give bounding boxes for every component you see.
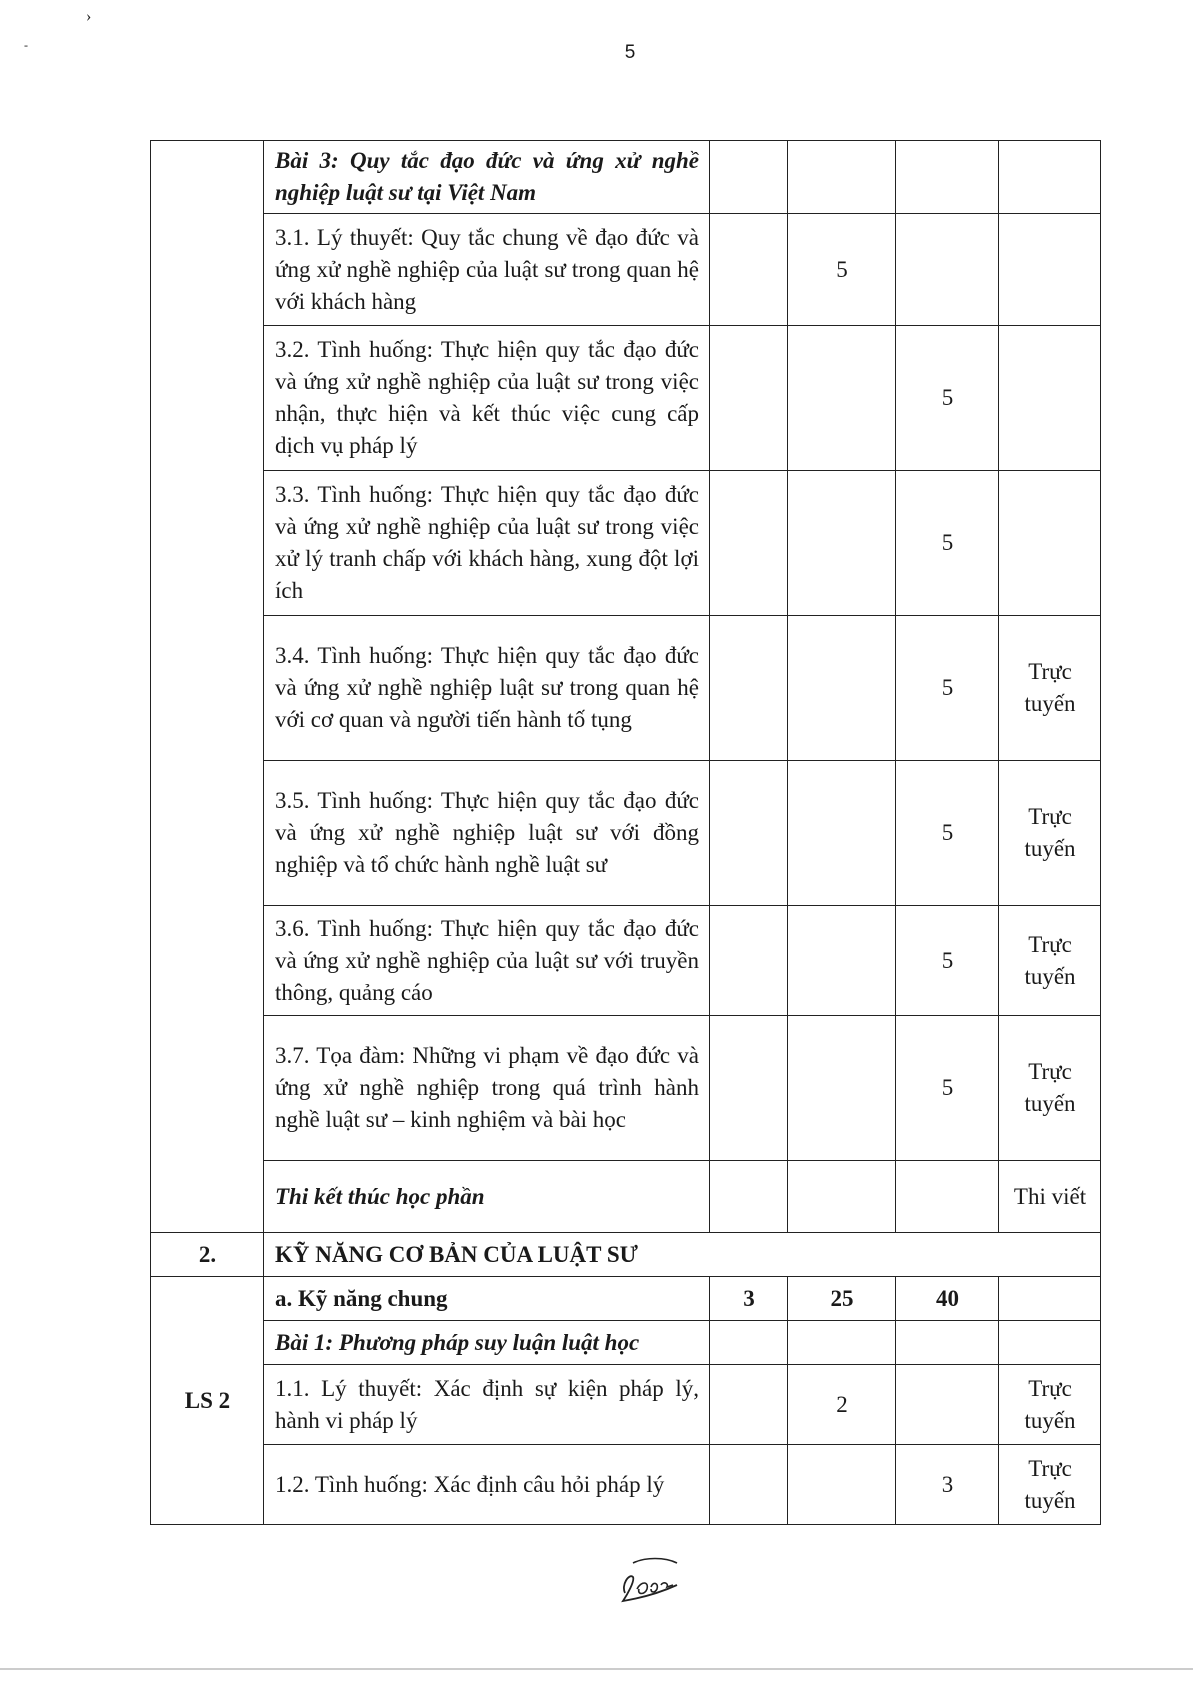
note-cell: Trực tuyến (999, 616, 1101, 761)
section-index: 2. (151, 1233, 264, 1277)
group-title: a. Kỹ năng chung (264, 1277, 710, 1321)
col-1-value (710, 214, 788, 326)
col-3-value (896, 214, 999, 326)
table-row (151, 214, 1101, 326)
topic-text: 3.3. Tình huống: Thực hiện quy tắc đạo đức và ứng xử nghề nghiệp của luật sư trong việc xử lý tranh chấp với khách hàng, xung đột lợi ích (264, 471, 710, 616)
col-1-value (710, 1321, 788, 1365)
col-2-value (788, 141, 896, 214)
topic-text: 3.1. Lý thuyết: Quy tắc chung về đạo đức và ứng xử nghề nghiệp của luật sư trong quan hệ với khách hàng (264, 214, 710, 326)
col-3-value (896, 141, 999, 214)
col-1-value (710, 471, 788, 616)
exam-row-label: Thi kết thúc học phần (264, 1161, 710, 1233)
note-cell: Trực tuyến (999, 1365, 1101, 1445)
col-3-value: 5 (896, 471, 999, 616)
table-row (151, 141, 1101, 214)
col-2-value: 5 (788, 214, 896, 326)
section-row (151, 1233, 1101, 1277)
note-cell (999, 471, 1101, 616)
col-2-value (788, 1161, 896, 1233)
col-2-value: 2 (788, 1365, 896, 1445)
col-1-value: 3 (710, 1277, 788, 1321)
note-cell: Trực tuyến (999, 761, 1101, 906)
col-1-value (710, 1365, 788, 1445)
col-3-value (896, 1321, 999, 1365)
col-3-value: 5 (896, 326, 999, 471)
code-cell-blank (151, 141, 264, 1233)
table-row (151, 1365, 1101, 1445)
col-3-value: 5 (896, 616, 999, 761)
signature (615, 1555, 685, 1610)
col-2-value (788, 906, 896, 1016)
table-row (151, 761, 1101, 906)
col-1-value (710, 616, 788, 761)
page-number: 5 (624, 42, 636, 63)
course-code: LS 2 (151, 1277, 264, 1525)
table-row (151, 1161, 1101, 1233)
col-2-value: 25 (788, 1277, 896, 1321)
col-1-value (710, 1445, 788, 1525)
topic-text: 1.1. Lý thuyết: Xác định sự kiện pháp lý, hành vi pháp lý (264, 1365, 710, 1445)
col-3-value: 40 (896, 1277, 999, 1321)
col-3-value: 5 (896, 906, 999, 1016)
table-row (151, 1016, 1101, 1161)
col-3-value (896, 1365, 999, 1445)
topic-text: 3.4. Tình huống: Thực hiện quy tắc đạo đức và ứng xử nghề nghiệp luật sư trong quan hệ với cơ quan và người tiến hành tố tụng (264, 616, 710, 761)
note-cell (999, 214, 1101, 326)
col-3-value: 3 (896, 1445, 999, 1525)
topic-text: 3.2. Tình huống: Thực hiện quy tắc đạo đức và ứng xử nghề nghiệp của luật sư trong việc nhận, thực hiện và kết thúc việc cung cấp dịch vụ pháp lý (264, 326, 710, 471)
section-title: KỸ NĂNG CƠ BẢN CỦA LUẬT SƯ (264, 1233, 1101, 1277)
lesson-title: Bài 3: Quy tắc đạo đức và ứng xử nghề nghiệp luật sư tại Việt Nam (264, 141, 710, 214)
table-row (151, 1445, 1101, 1525)
col-2-value (788, 761, 896, 906)
col-3-value: 5 (896, 761, 999, 906)
topic-text: 1.2. Tình huống: Xác định câu hỏi pháp lý (264, 1445, 710, 1525)
topic-text: 3.7. Tọa đàm: Những vi phạm về đạo đức và ứng xử nghề nghiệp trong quá trình hành nghề luật sư – kinh nghiệm và bài học (264, 1016, 710, 1161)
col-1-value (710, 141, 788, 214)
scan-mark: › (86, 8, 92, 25)
note-cell (999, 141, 1101, 214)
col-2-value (788, 1445, 896, 1525)
lesson-title: Bài 1: Phương pháp suy luận luật học (264, 1321, 710, 1365)
table-row (151, 906, 1101, 1016)
col-2-value (788, 616, 896, 761)
table-row (151, 471, 1101, 616)
col-1-value (710, 326, 788, 471)
col-2-value (788, 1321, 896, 1365)
col-1-value (710, 1016, 788, 1161)
note-cell (999, 326, 1101, 471)
table-row (151, 616, 1101, 761)
note-cell (999, 1277, 1101, 1321)
col-3-value: 5 (896, 1016, 999, 1161)
col-2-value (788, 326, 896, 471)
col-2-value (788, 471, 896, 616)
table-row (151, 1321, 1101, 1365)
note-cell: Trực tuyến (999, 1016, 1101, 1161)
scan-mark-2: - (24, 38, 28, 52)
curriculum-table (150, 140, 1101, 1525)
note-cell: Trực tuyến (999, 906, 1101, 1016)
note-cell: Trực tuyến (999, 1445, 1101, 1525)
note-cell (999, 1321, 1101, 1365)
col-1-value (710, 1161, 788, 1233)
col-3-value (896, 1161, 999, 1233)
note-cell: Thi viết (999, 1161, 1101, 1233)
col-1-value (710, 761, 788, 906)
topic-text: 3.5. Tình huống: Thực hiện quy tắc đạo đức và ứng xử nghề nghiệp luật sư với đồng nghiệp và tổ chức hành nghề luật sư (264, 761, 710, 906)
table-row (151, 326, 1101, 471)
col-2-value (788, 1016, 896, 1161)
table-row (151, 1277, 1101, 1321)
col-1-value (710, 906, 788, 1016)
topic-text: 3.6. Tình huống: Thực hiện quy tắc đạo đức và ứng xử nghề nghiệp của luật sư với truyền thông, quảng cáo (264, 906, 710, 1016)
scan-edge (0, 1668, 1193, 1670)
